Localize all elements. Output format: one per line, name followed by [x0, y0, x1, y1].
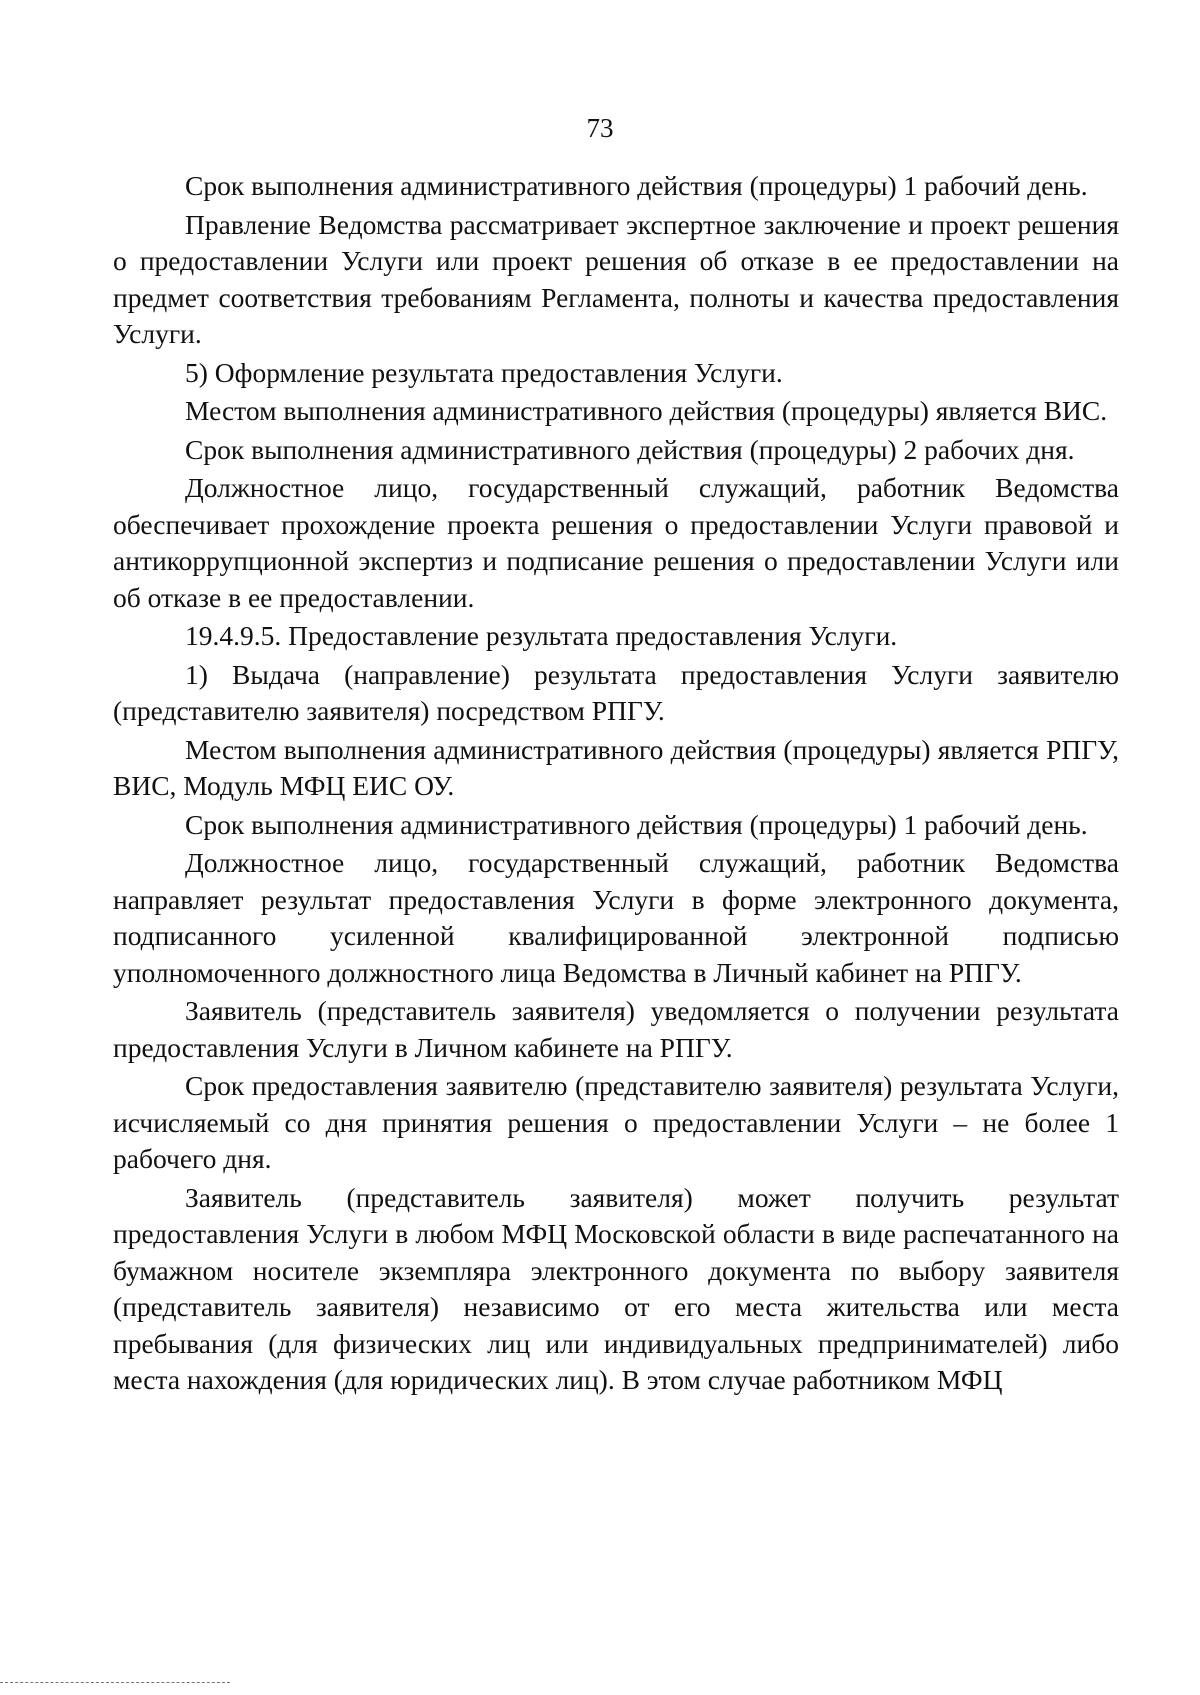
document-body: [113, 168, 1119, 1401]
paragraph: Срок выполнения административного действия (процедуры) 1 рабочий день.: [185, 170, 1088, 201]
paragraph: Местом выполнения административного действия (процедуры) является РПГУ, ВИС, Модуль МФЦ ЕИС ОУ.: [113, 733, 1119, 801]
paragraph: Срок выполнения административного действия (процедуры) 1 рабочий день.: [185, 808, 1088, 840]
paragraph: Заявитель (представитель заявителя) может получить результат предоставления Услуги в любом МФЦ Московской области в виде распечатанного на бумажном носителе экземпляра электронного документа по выбору заявителя (представитель заявителя) независимо от его места жительства или места пребывания (для физических лиц или индивидуальных предпринимателей) либо места нахождения (для юридических лиц). В этом случае работником МФЦ: [113, 1181, 1119, 1395]
footer-divider: [0, 1682, 230, 1683]
paragraph: Должностное лицо, государственный служащий, работник Ведомства направляет результат предоставления Услуги в форме электронного документа, подписанного усиленной квалифицированной электронной подписью уполномоченного должностного лица Ведомства в Личный кабинет на РПГУ.: [113, 847, 1119, 988]
paragraph: Заявитель (представитель заявителя) уведомляется о получении результата предоставления Услуги в Личном кабинете на РПГУ.: [113, 995, 1119, 1063]
paragraph: Правление Ведомства рассматривает экспертное заключение и проект решения о предоставлении Услуги или проект решения об отказе в ее предоставлении на предмет соответствия требованиям Регламента, полноты и качества предоставления Услуги.: [113, 208, 1119, 349]
paragraph: 1) Выдача (направление) результата предоставления Услуги заявителю (представителю заявителя) посредством РПГУ.: [113, 658, 1119, 726]
paragraph: Местом выполнения административного действия (процедуры) является ВИС.: [185, 395, 1108, 426]
paragraph: Срок выполнения административного действия (процедуры) 2 рабочих дня.: [185, 433, 1075, 465]
paragraph: 19.4.9.5. Предоставление результата предоставления Услуги.: [185, 620, 898, 651]
paragraph: Должностное лицо, государственный служащий, работник Ведомства обеспечивает прохождение проекта решения о предоставлении Услуги правовой и антикоррупционной экспертиз и подписание решения о предоставлении Услуги или об отказе в ее предоставлении.: [113, 472, 1119, 613]
paragraph: Срок предоставления заявителю (представителю заявителя) результата Услуги, исчисляемый со дня принятия решения о предоставлении Услуги – не более 1 рабочего дня.: [113, 1070, 1119, 1174]
page-number: 73: [586, 113, 614, 143]
paragraph: 5) Оформление результата предоставления Услуги.: [185, 356, 783, 388]
